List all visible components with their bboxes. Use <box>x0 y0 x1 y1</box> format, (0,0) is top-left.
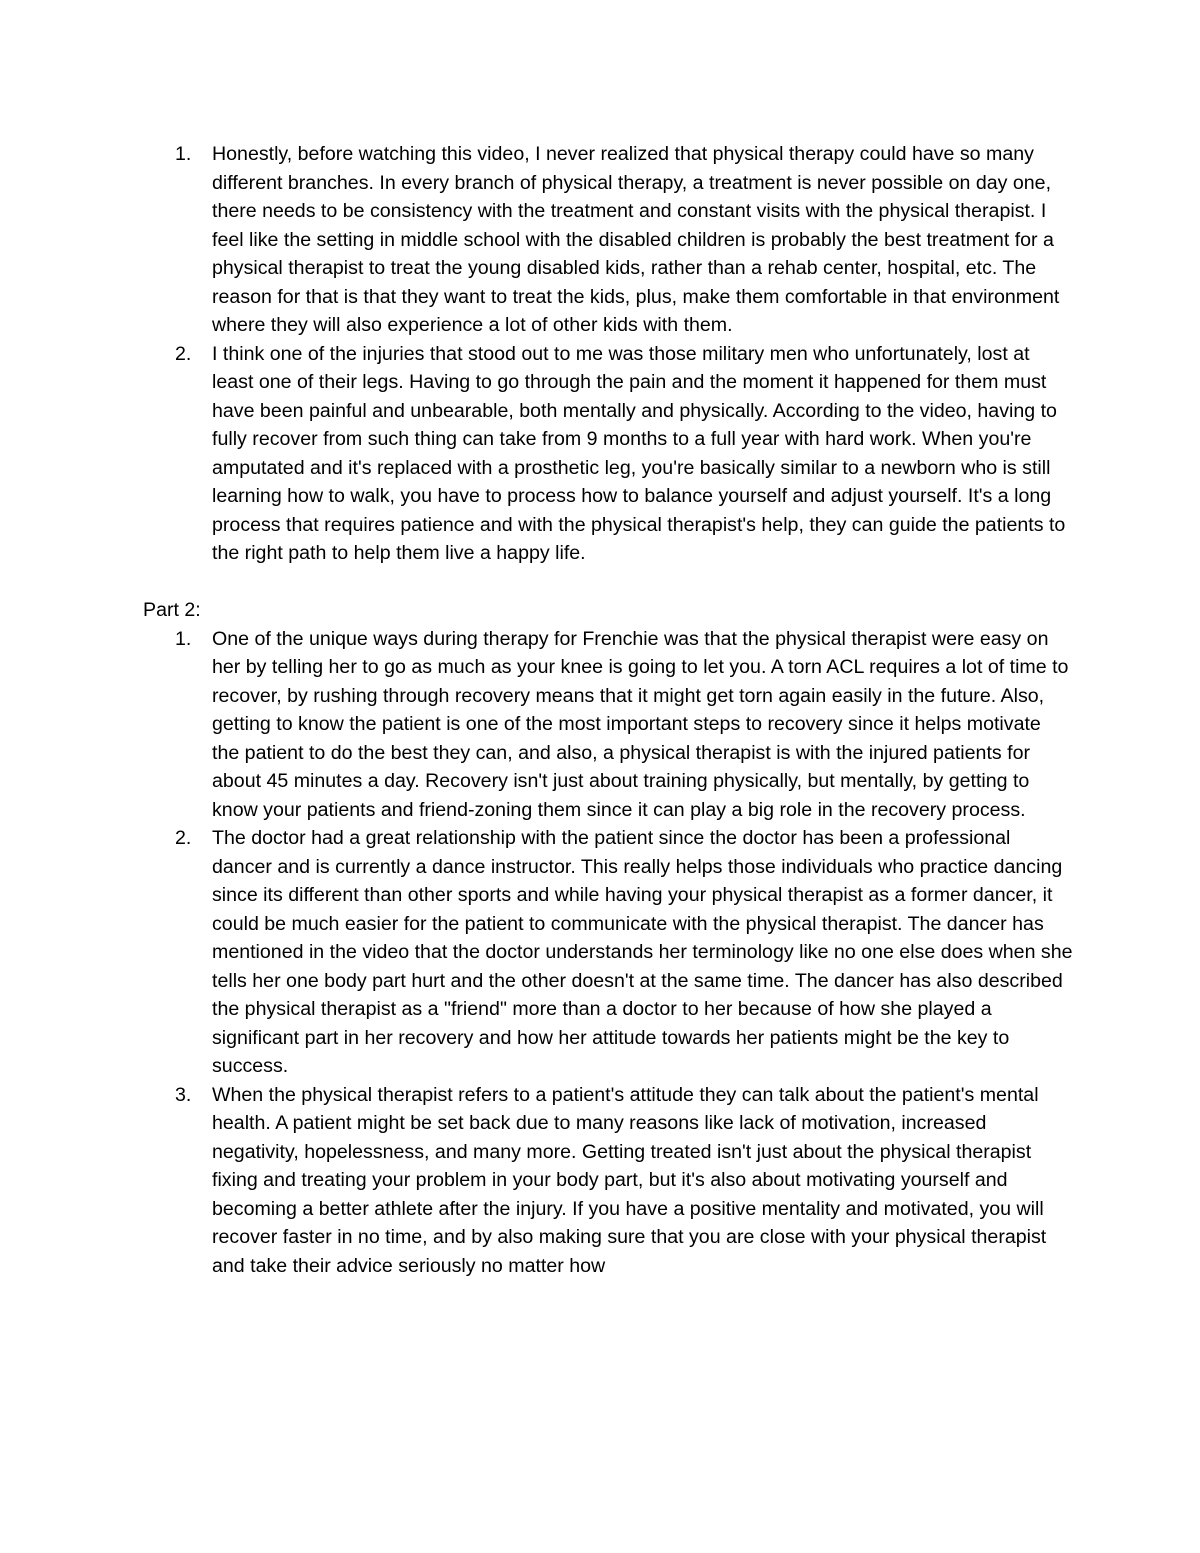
list-item <box>143 625 1073 825</box>
list-item <box>143 1081 1073 1281</box>
list-item-text: One of the unique ways during therapy for Frenchie was that the physical therapist were easy on her by telling her to go as much as your knee is going to let you. A torn ACL requires a lot of time to recover, by rushing through recovery means that it might get torn again easily in the future. Also, getting to know the patient is one of the most important steps to recovery since it helps motivate the patient to do the best they can, and also, a physical therapist is with the injured patients for about 45 minutes a day. Recovery isn't just about training physically, but mentally, by getting to know your patients and friend-zoning them since it can play a big role in the recovery process. <box>212 627 1069 821</box>
part2-heading: Part 2: <box>143 599 201 621</box>
part1-list <box>143 140 1073 568</box>
list-item-number: 3. <box>175 1083 192 1106</box>
list-item-number: 2. <box>175 342 192 365</box>
list-item-number: 2. <box>175 827 192 849</box>
document-body <box>143 140 1073 1280</box>
list-item-number: 1. <box>175 627 192 650</box>
list-item-text: Honestly, before watching this video, I never realized that physical therapy could have so many different branches. In every branch of physical therapy, a treatment is never possible on day one, there needs to be consistency with the treatment and constant visits with the physical therapist. I feel like the setting in middle school with the disabled children is probably the best treatment for a physical therapist to treat the young disabled kids, rather than a rehab center, hospital, etc. The reason for that is that they want to treat the kids, plus, make them comfortable in that environment where they will also experience a lot of other kids with them. <box>212 143 1060 336</box>
list-item-text: When the physical therapist refers to a patient's attitude they can talk about the patient's mental health. A patient might be set back due to many reasons like lack of motivation, increased negativity, hopelessness, and many more. Getting treated isn't just about the physical therapist fixing and treating your problem in your body part, but it's also about motivating yourself and becoming a better athlete after the injury. If you have a positive mentality and motivated, you will recover faster in no time, and by also making sure that you are close with your physical therapist and take their advice seriously no matter how <box>212 1083 1047 1277</box>
list-item <box>143 340 1073 568</box>
part2-list <box>143 625 1073 1281</box>
list-item-text: I think one of the injuries that stood out to me was those military men who unfortunately, lost at least one of their legs. Having to go through the pain and the moment it happened for them must have been painful and unbearable, both mentally and physically. According to the video, having to fully recover from such thing can take from 9 months to a full year with hard work. When you're amputated and it's replaced with a prosthetic leg, you're basically similar to a newborn who is still learning how to walk, you have to process how to balance yourself and adjust yourself. It's a long process that requires patience and with the physical therapist's help, they can guide the patients to the right path to help them live a happy life. <box>212 342 1066 564</box>
list-item-text: The doctor had a great relationship with the patient since the doctor has been a professional dancer and is currently a dance instructor. This really helps those individuals who practice dancing since its different than other sports and while having your physical therapist as a former dancer, it could be much easier for the patient to communicate with the physical therapist. The dancer has mentioned in the video that the doctor understands her terminology like no one else does when she tells her one body part hurt and the other doesn't at the same time. The dancer has also described the physical therapist as a "friend" more than a doctor to her because of how she played a significant part in her recovery and how her attitude towards her patients might be the key to success. <box>212 827 1073 1077</box>
list-item <box>143 140 1073 340</box>
list-item <box>143 824 1073 1081</box>
list-item-number: 1. <box>175 143 192 165</box>
